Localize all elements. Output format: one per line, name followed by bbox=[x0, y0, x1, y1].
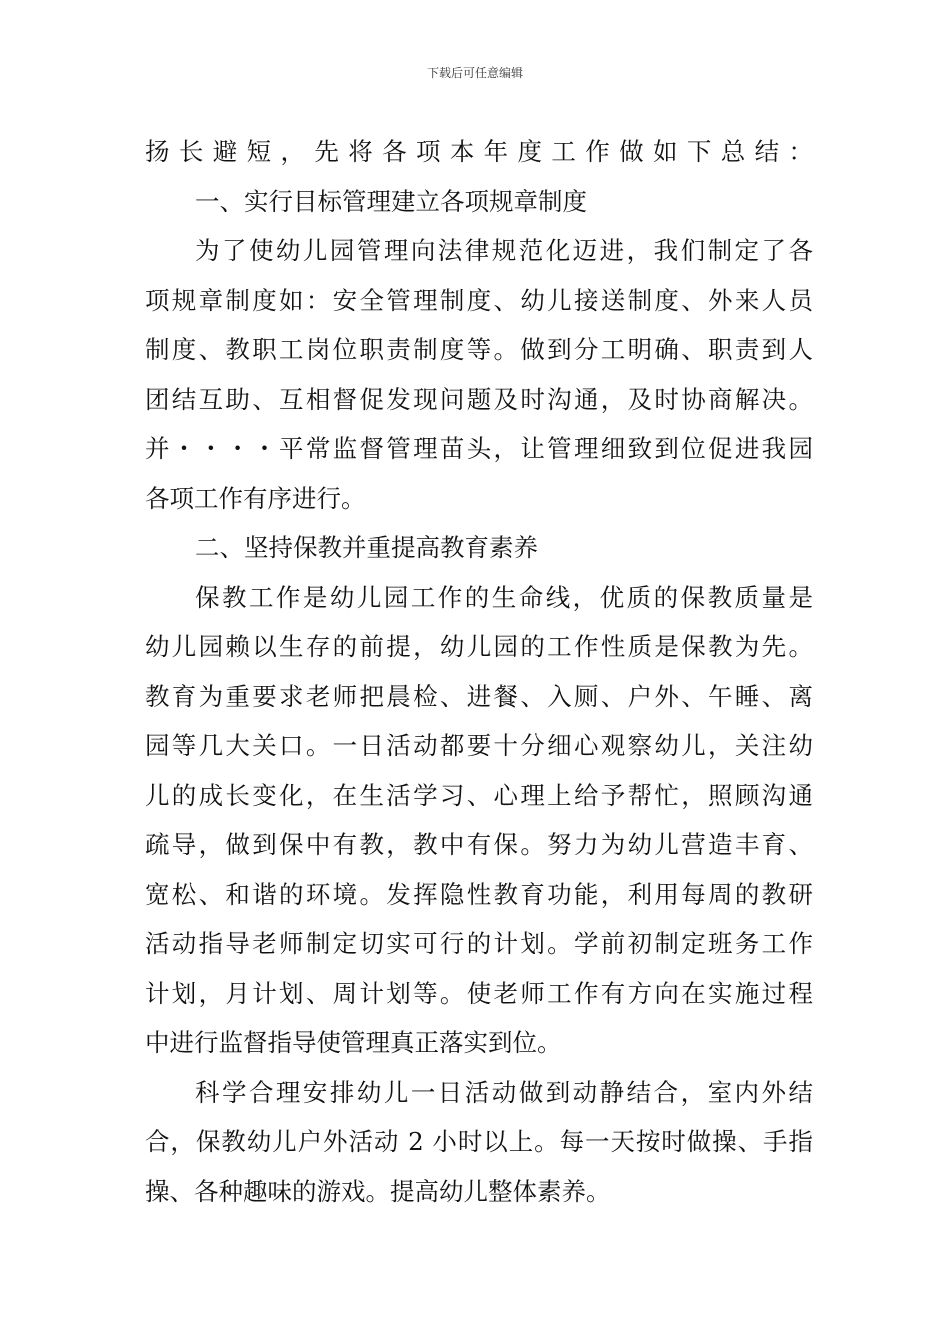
page-header: 下载后可任意编辑 bbox=[426, 66, 523, 80]
text-line: 为了使幼儿园管理向法律规范化迈进，我们制定了各 bbox=[195, 236, 813, 265]
text-line: 保教工作是幼儿园工作的生命线，优质的保教质量是 bbox=[195, 582, 813, 612]
text-line: 宽松、和谐的环境。发挥隐性教育功能，利用每周的教研 bbox=[145, 879, 813, 909]
text-line: 儿的成长变化，在生活学习、心理上给予帮忙，照顾沟通 bbox=[145, 780, 813, 810]
text-line: 制度、教职工岗位职责制度等。做到分工明确、职责到人 bbox=[145, 335, 813, 364]
text-line: 活动指导老师制定切实可行的计划。学前初制定班务工作 bbox=[145, 929, 813, 958]
text-line: 操、各种趣味的游戏。提高幼儿整体素养。 bbox=[145, 1176, 611, 1206]
text-line: 并・・・・平常监督管理苗头，让管理细致到位促进我园 bbox=[145, 434, 813, 463]
text-line: 计划，月计划、周计划等。使老师工作有方向在实施过程 bbox=[145, 978, 813, 1008]
text-line: 科学合理安排幼儿一日活动做到动静结合，室内外结 bbox=[195, 1077, 813, 1107]
document-body bbox=[145, 127, 813, 1216]
text-line: 团结互助、互相督促发现问题及时沟通，及时协商解决。 bbox=[145, 384, 813, 414]
section-heading: 二、坚持保教并重提高教育素养 bbox=[195, 533, 538, 562]
text-line: 园等几大关口。一日活动都要十分细心观察幼儿，关注幼 bbox=[145, 731, 813, 760]
text-line: 各项工作有序进行。 bbox=[145, 483, 366, 513]
section-heading: 一、实行目标管理建立各项规章制度 bbox=[195, 186, 587, 216]
text-line: 扬长避短，先将各项本年度工作做如下总结： bbox=[145, 137, 813, 166]
text-line: 中进行监督指导使管理真正落实到位。 bbox=[145, 1028, 562, 1057]
text-line: 教育为重要求老师把晨检、进餐、入厕、户外、午睡、离 bbox=[145, 681, 813, 711]
text-line: 幼儿园赖以生存的前提，幼儿园的工作性质是保教为先。 bbox=[145, 632, 813, 661]
text-line: 合，保教幼儿户外活动 2 小时以上。每一天按时做操、手指 bbox=[145, 1127, 813, 1156]
text-line: 疏导，做到保中有教，教中有保。努力为幼儿营造丰育、 bbox=[145, 830, 813, 859]
text-line: 项规章制度如：安全管理制度、幼儿接送制度、外来人员 bbox=[145, 285, 813, 315]
